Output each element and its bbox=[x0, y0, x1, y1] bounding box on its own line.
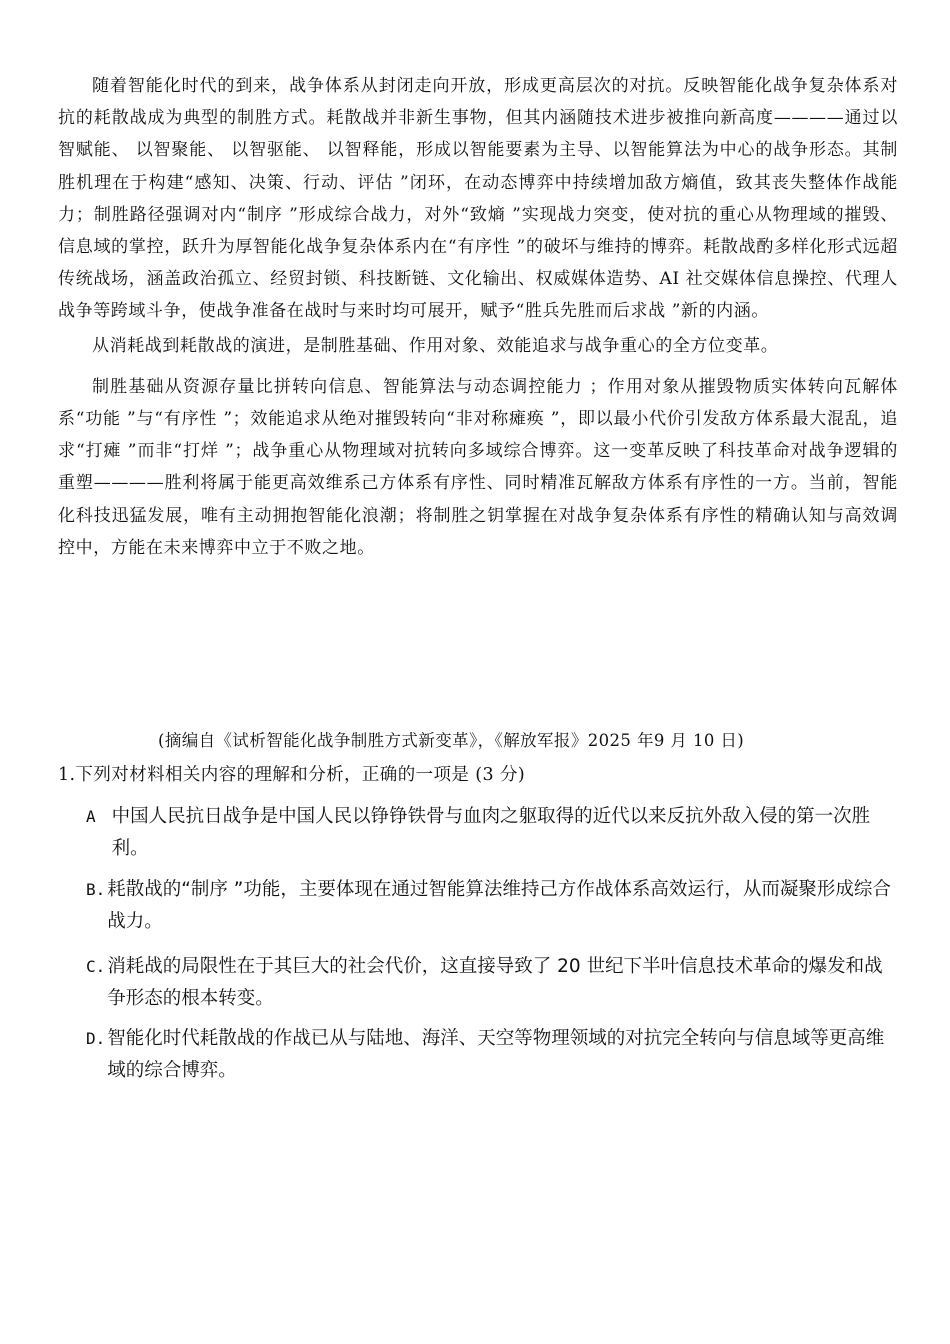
passage-paragraph-2: 从消耗战到耗散战的演进，是制胜基础、作用对象、效能追求与战争重心的全方位变革。 bbox=[92, 335, 779, 356]
option-c bbox=[86, 951, 898, 1015]
option-a bbox=[86, 801, 898, 865]
question-stem: 1.下列对材料相关内容的理解和分析，正确的一项是 (3 分) bbox=[58, 765, 526, 785]
option-d-letter: D. bbox=[86, 1029, 106, 1048]
option-b-letter: B. bbox=[86, 880, 106, 899]
option-a-letter: A bbox=[86, 807, 96, 826]
option-c-text: 消耗战的局限性在于其巨大的社会代价，这直接导致了 20 世纪下半叶信息技术革命的爆发和战争形态的根本转变。 bbox=[107, 956, 883, 1009]
option-d bbox=[86, 1023, 898, 1087]
option-a-text: 中国人民抗日战争是中国人民以铮铮铁骨与血肉之躯取得的近代以来反抗外敌入侵的第一次胜利。 bbox=[111, 806, 871, 859]
option-c-letter: C. bbox=[86, 957, 106, 976]
passage-paragraph-1: 随着智能化时代的到来，战争体系从封闭走向开放，形成更高层次的对抗。反映智能化战争复杂体系对抗的耗散战成为典型的制胜方式。耗散战并非新生事物，但其内涵随技术进步被推向新高度————通过以智赋能、 以智聚能、 以智驱能、 以智释能，形成以智能要素为主导、以智能算法为中心的战争形态。其制胜机理在于构建“感知、决策、行动、评估 ”闭环，在动态博弈中持续增加敌方熵值，致其丧失整体作战能力；制胜路径强调对内“制序 ”形成综合战力，对外“致熵 ”实现战力突变，使对抗的重心从物理域的摧毁、信息域的掌控，跃升为厚智能化战争复杂体系内在“有序性 ”的破坏与维持的博弈。耗散战酌多样化形式远超传统战场，涵盖政治孤立、经贸封锁、科技断链、文化输出、权威媒体造势、AI 社交媒体信息操控、代理人战争等跨域斗争，使战争准备在战时与来时均可展开，赋予“胜兵先胜而后求战 ”新的内涵。 bbox=[58, 76, 898, 322]
passage-source: (摘编自《试析智能化战争制胜方式新变革》，《解放军报》2025 年9 月 10 日) bbox=[158, 731, 745, 750]
passage-paragraph-3: 制胜基础从资源存量比拼转向信息、智能算法与动态调控能力 ；作用对象从摧毁物质实体转向瓦解体系“功能 ”与“有序性 ”；效能追求从绝对摧毁转向“非对称瘫痪 ”，即以最小代价引发敌方体系最大混乱，追求“打瘫 ”而非“打烊 ”；战争重心从物理域对抗转向多域综合博弈。这一变革反映了科技革命对战争逻辑的重塑————胜利将属于能更高效维系己方体系有序性、同时精准瓦解敌方体系有序性的一方。当前，智能化科技迅猛发展，唯有主动拥抱智能化浪潮；将制胜之钥掌握在对战争复杂体系有序性的精确认知与高效调控中，方能在未来博弈中立于不败之地。 bbox=[58, 376, 898, 558]
option-b-text: 耗散战的“制序 ”功能，主要体现在通过智能算法维持己方作战体系高效运行，从而凝聚形成综合战力。 bbox=[107, 879, 891, 932]
option-b bbox=[86, 874, 898, 938]
option-d-text: 智能化时代耗散战的作战已从与陆地、海洋、天空等物理领域的对抗完全转向与信息域等更高维域的综合博弈。 bbox=[107, 1028, 885, 1081]
reading-passage bbox=[58, 70, 898, 564]
